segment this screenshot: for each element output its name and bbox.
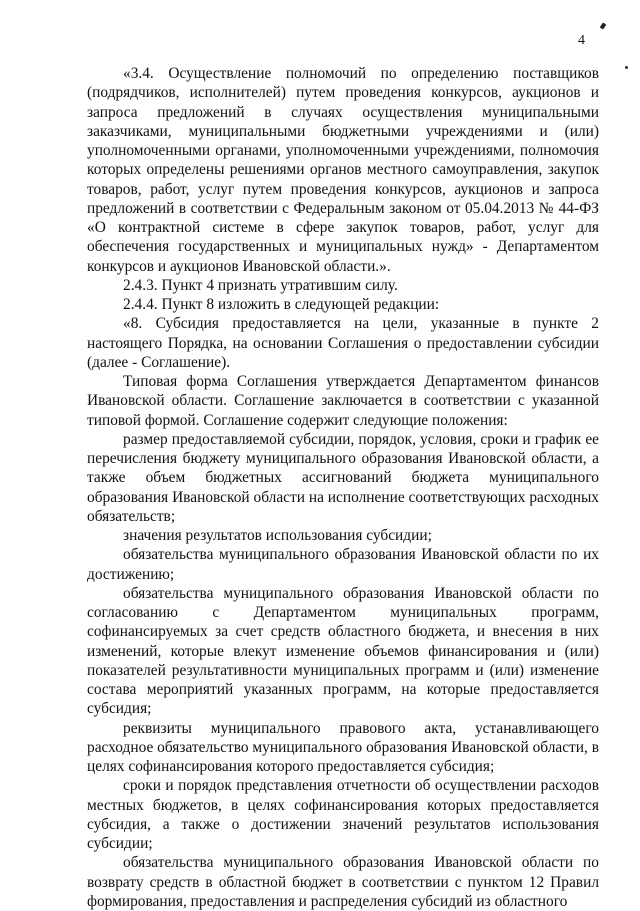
paragraph-reporting: сроки и порядок представления отчетности об осуществлении расходов местных бюджетов, в целях софинансирования которых предоставляется субсидия, а также о достижении значений результатов использования субсидии;	[87, 777, 599, 852]
paragraph-8: «8. Субсидия предоставляется на цели, указанные в пункте 2 настоящего Порядка, на основании Соглашения о предоставлении субсидии (далее - Соглашение).	[87, 315, 599, 371]
scan-artifact-dot	[625, 66, 628, 69]
paragraph-typical-form: Типовая форма Соглашения утверждается Департаментом финансов Ивановской области. Соглашение заключается в соответствии с указанной типовой формой. Соглашение содержит следующие положения:	[87, 373, 599, 429]
page-number: 4	[578, 33, 585, 48]
document-body	[87, 64, 599, 911]
scan-artifact-mark	[600, 22, 607, 29]
paragraph-2-4-4: 2.4.4. Пункт 8 изложить в следующей редакции:	[123, 296, 440, 313]
paragraph-legal-act-details: реквизиты муниципального правового акта, устанавливающего расходное обязательство муниципального образования Ивановской области, в целях софинансирования которого предоставляется субсидия;	[87, 719, 599, 775]
paragraph-3-4: «3.4. Осуществление полномочий по определению поставщиков (подрядчиков, исполнителей) путем проведения конкурсов, аукционов и запроса предложений в случаях осуществления муниципальными заказчиками, муниципальными бюджетными учреждениями и (или) уполномоченными органами, уполномоченными учреждениями, полномочия которых определены решениями органов местного самоуправления, закупок товаров, работ, услуг путем проведения конкурсов, аукционов и запроса предложений в соответствии с Федеральным законом от 05.04.2013 № 44-ФЗ «О контрактной системе в сфере закупок товаров, работ, услуг для обеспечения государственных и муниципальных нужд» - Департаментом конкурсов и аукционов Ивановской области.».	[87, 65, 599, 275]
paragraph-achievement-obligations: обязательства муниципального образования Ивановской области по их достижению;	[87, 546, 599, 583]
paragraph-program-approval: обязательства муниципального образования Ивановской области по согласованию с Департаментом муниципальных программ, софинансируемых за счет средств областного бюджета, и внесения в них изменений, которые влекут изменение объемов финансирования и (или) показателей результативности муниципальных программ и (или) изменение состава мероприятий указанных программ, на которые предоставляется субсидия;	[87, 584, 599, 718]
paragraph-result-values: значения результатов использования субсидии;	[123, 527, 432, 544]
paragraph-refund-obligations: обязательства муниципального образования Ивановской области по возврату средств в областной бюджет в соответствии с пунктом 12 Правил формирования, предоставления и распределения субсидий из областного	[87, 854, 599, 910]
paragraph-2-4-3: 2.4.3. Пункт 4 признать утратившим силу.	[123, 276, 398, 294]
paragraph-subsidy-amount: размер предоставляемой субсидии, порядок, условия, сроки и график ее перечисления бюджету муниципального образования Ивановской области, а также объем бюджетных ассигнований бюджета муниципального образования Ивановской области на исполнение соответствующих расходных обязательств;	[87, 430, 599, 525]
